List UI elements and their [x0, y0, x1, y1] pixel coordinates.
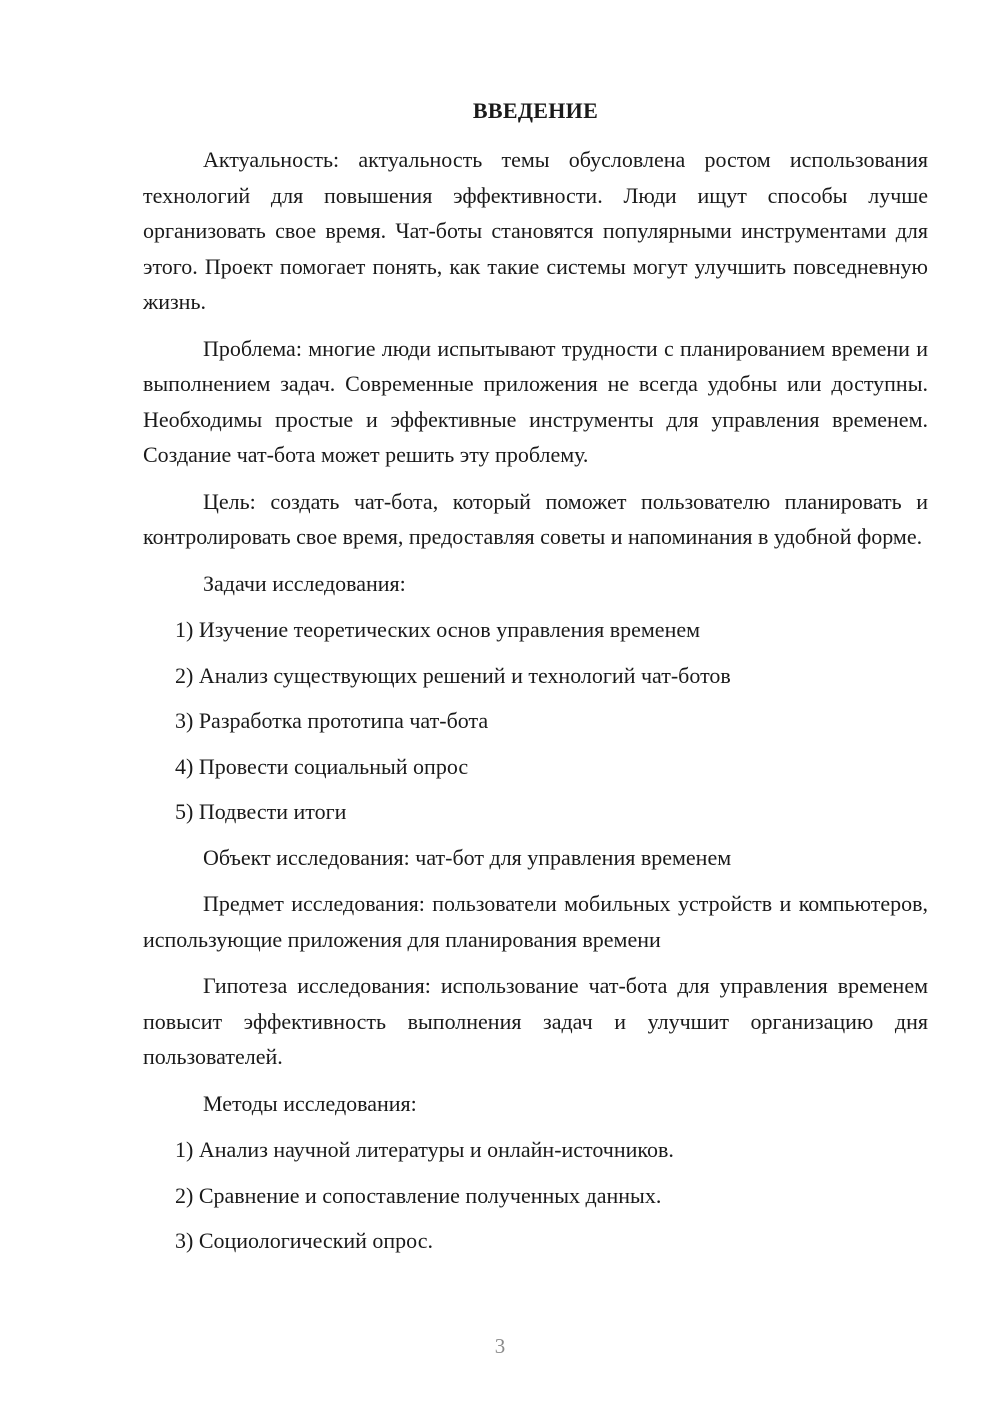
- list-item: 2) Сравнение и сопоставление полученных данных.: [175, 1182, 662, 1208]
- list-item: 4) Провести социальный опрос: [175, 753, 469, 779]
- subject-paragraph: Предмет исследования: пользователи мобильных устройств и компьютеров, использующие приложения для планирования времени: [143, 891, 928, 952]
- hypothesis-paragraph: Гипотеза исследования: использование чат-бота для управления временем повысит эффективность выполнения задач и улучшит организацию дня пользователей.: [143, 973, 928, 1069]
- tasks-title: Задачи исследования:: [203, 570, 406, 596]
- problem-paragraph: Проблема: многие люди испытывают трудности с планированием времени и выполнением задач. Современные приложения не всегда удобны или доступны. Необходимы простые и эффективные инструменты для управления временем. Создание чат-бота может решить эту проблему.: [143, 335, 928, 467]
- relevance-paragraph: Актуальность: актуальность темы обусловлена ростом использования технологий для повышения эффективности. Люди ищут способы лучше организовать свое время. Чат-боты становятся популярными инструментами для этого. Проект помогает понять, как такие системы могут улучшить повседневную жизнь.: [143, 147, 928, 314]
- methods-list: [143, 1132, 928, 1259]
- list-item: 1) Анализ научной литературы и онлайн-источников.: [175, 1137, 674, 1162]
- section-heading: ВВЕДЕНИЕ: [472, 98, 599, 123]
- list-item: 1) Изучение теоретических основ управления временем: [175, 617, 701, 642]
- list-item: 3) Социологический опрос.: [175, 1228, 433, 1253]
- page-number: 3: [494, 1334, 506, 1358]
- tasks-list: [143, 612, 928, 830]
- list-item: 5) Подвести итоги: [175, 799, 347, 824]
- page-content: [143, 96, 928, 1269]
- goal-paragraph: Цель: создать чат-бота, который поможет пользователю планировать и контролировать свое время, предоставляя советы и напоминания в удобной форме.: [143, 488, 928, 549]
- methods-title: Методы исследования:: [203, 1090, 417, 1116]
- list-item: 2) Анализ существующих решений и технологий чат-ботов: [175, 662, 731, 688]
- list-item: 3) Разработка прототипа чат-бота: [175, 708, 489, 733]
- object-paragraph: Объект исследования: чат-бот для управления временем: [203, 844, 732, 870]
